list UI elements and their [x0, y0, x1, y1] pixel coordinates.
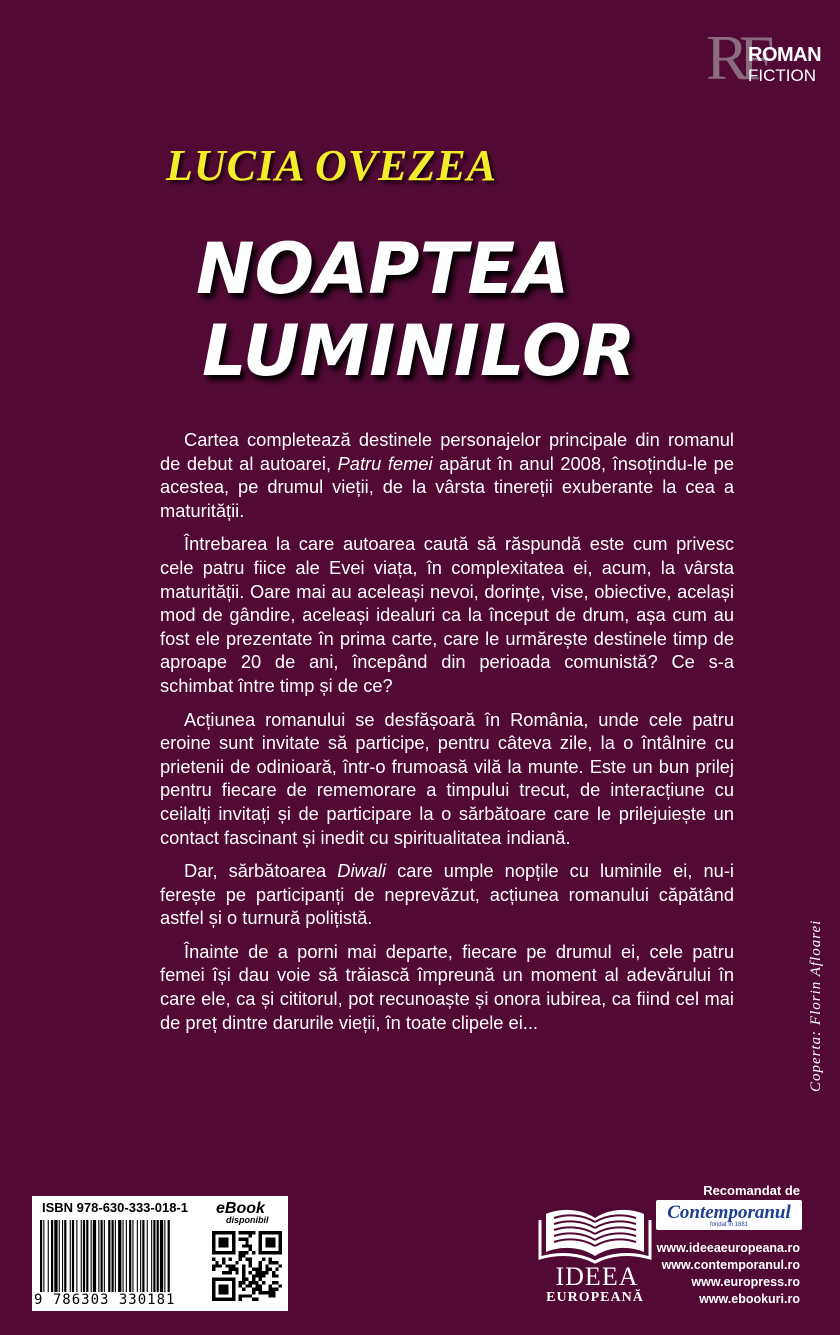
blurb-italic-festival-name: Diwali [337, 860, 387, 882]
publisher-name-line-1: IDEEA [555, 1262, 639, 1291]
series-logo-word-fiction: FICTION [748, 66, 816, 85]
isbn-block [32, 1196, 288, 1311]
book-title-line-2: LUMINILOR [202, 310, 636, 392]
website-link[interactable]: www.ebookuri.ro [699, 1292, 800, 1306]
book-title-line-1: NOAPTEA [196, 228, 570, 310]
blurb-italic-book-reference: Patru femei [337, 452, 433, 474]
barcode [40, 1220, 204, 1292]
contemporanul-name: Contemporanul [667, 1202, 791, 1223]
blurb-paragraph-1 [160, 428, 734, 522]
publisher-name-line-2: EUROPEANĂ [546, 1290, 644, 1305]
blurb-paragraph-3: Acțiunea romanului se desfășoară în România, unde cele patru eroine sunt invitate să participe, pentru câteva zile, la o întâlnire cu prietenii de odinioară, într-o frumoasă vilă la munte. Este un bun prilej pentru fiecare de rememorare a timpului trecut, de interacțiune cu ceilalți invitați și de participare la o sărbătoare care le prilejuiește un contact fascinant și inedit cu spiritualitatea indiană. [160, 708, 734, 848]
website-link[interactable]: www.contemporanul.ro [661, 1258, 800, 1272]
website-link[interactable]: www.ideeaeuropeana.ro [656, 1241, 800, 1255]
open-book-icon [536, 1200, 654, 1264]
blurb-text: care umple nopțile cu luminile ei, nu-i ferește pe participanți de neprevăzut, acțiunea romanului căpătând astfel și o turnură polițistă. [160, 860, 734, 929]
blurb-paragraph-4 [160, 859, 734, 930]
website-list [640, 1240, 800, 1308]
isbn-label: ISBN 978-630-333-018-1 [42, 1200, 188, 1215]
website-link[interactable]: www.europress.ro [691, 1275, 800, 1289]
blurb-text: Dar, sărbătoarea [184, 860, 338, 882]
cover-credit: Coperta: Florin Afloarei [808, 919, 824, 1092]
author-name: LUCIA OVEZEA [166, 141, 498, 190]
contemporanul-logo [656, 1200, 802, 1230]
contemporanul-founded: fondat in 1881 [709, 1222, 749, 1228]
publisher-logo [536, 1200, 654, 1310]
ebook-badge [212, 1200, 282, 1226]
blurb-text: apărut în anul 2008, însoțindu-le pe acestea, pe drumul vieții, de la vârsta tinereții exuberante la cea a maturității. [160, 452, 734, 521]
book-title [196, 228, 696, 392]
series-logo [706, 22, 824, 93]
barcode-digits: 9 786303 330181 [34, 1292, 176, 1308]
back-cover-blurb [160, 428, 734, 1044]
series-logo-word-roman: ROMAN [748, 44, 822, 66]
blurb-text: Cartea completează destinele personajelor principale din romanul de debut al autoarei, [160, 429, 734, 474]
blurb-paragraph-2: Întrebarea la care autoarea caută să răspundă este cum privesc cele patru fiice ale Evei viața, în complexitatea ei, acum, la vârsta maturității. Oare mai au aceleași nevoi, dorințe, vise, obiective, același mod de gândire, aceleași idealuri ca la început de drum, așa cum au fost ele prezentate în prima carte, care le urmărește destinele timp de aproape 20 de ani, începând din perioada comunistă? Ce s-a schimbat între timp și de ce? [160, 533, 734, 696]
qr-code [212, 1228, 282, 1304]
ebook-availability: disponibil [226, 1215, 269, 1225]
blurb-paragraph-5: Înainte de a porni mai departe, fiecare pe drumul ei, cele patru femei își dau voie să trăiască împreună un moment al adevărului în care ele, ca și cititorul, pot recunoaște și onora iubirea, ca fiind cel mai de preț dintre darurile vieții, în toate clipele ei... [160, 940, 734, 1033]
series-logo-mark: RF [706, 22, 765, 93]
recommendation-label: Recomandat de [703, 1183, 800, 1198]
ebook-word: eBook [216, 1200, 265, 1217]
